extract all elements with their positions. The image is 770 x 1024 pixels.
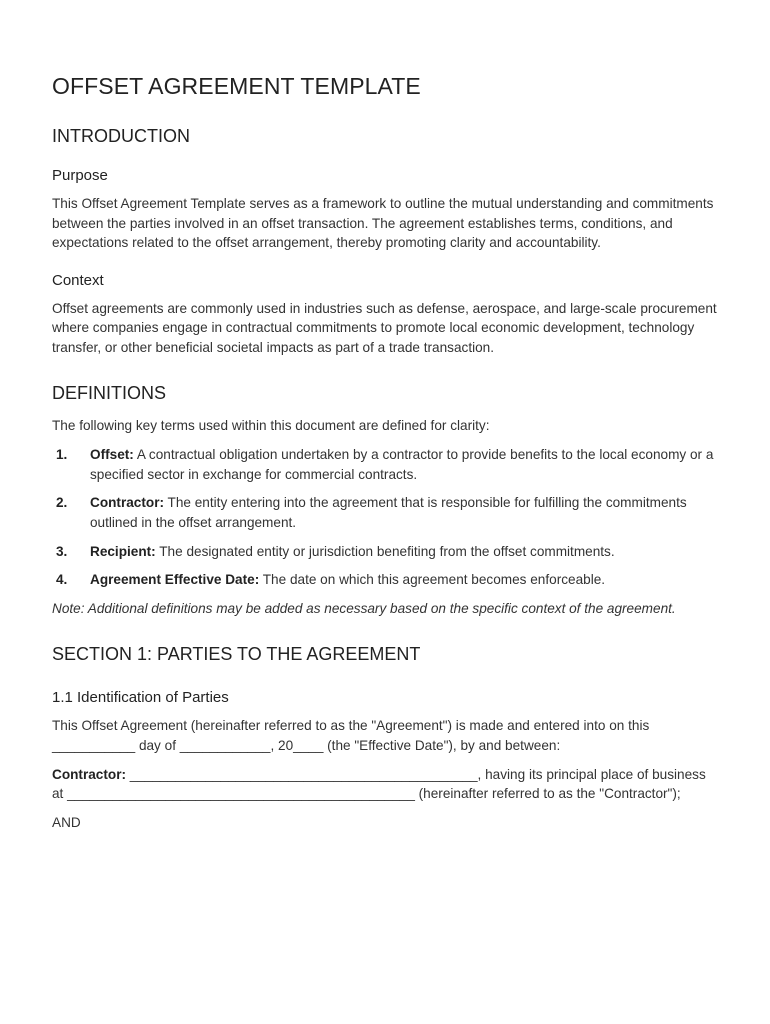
definitions-heading: DEFINITIONS <box>52 382 167 403</box>
list-item <box>52 493 718 532</box>
context-paragraph: Offset agreements are commonly used in industries such as defense, aerospace, and large-scale procurement where companies engage in contractual commitments to promote local economic development, technology transfer, or other beneficial societal impacts as part of a trade transaction. <box>52 300 717 355</box>
contractor-paragraph <box>52 765 718 804</box>
purpose-paragraph: This Offset Agreement Template serves as a framework to outline the mutual understanding and commitments between the parties involved in an offset transaction. The agreement establishes terms, conditions, and expectations related to the offset arrangement, thereby promoting clarity and accountability. <box>52 196 714 251</box>
definitions-note: Note: Additional definitions may be added as necessary based on the specific context of the agreement. <box>52 600 676 616</box>
definition-term: Offset: <box>90 447 134 463</box>
definitions-list <box>52 445 718 590</box>
definition-term: Agreement Effective Date: <box>90 572 260 588</box>
and-text: AND <box>52 814 81 830</box>
identification-heading: 1.1 Identification of Parties <box>52 689 229 707</box>
document-title: OFFSET AGREEMENT TEMPLATE <box>52 73 421 99</box>
context-heading: Context <box>52 271 104 289</box>
section1-heading: SECTION 1: PARTIES TO THE AGREEMENT <box>52 644 421 665</box>
list-item <box>52 445 718 484</box>
list-number: 1. <box>56 447 68 463</box>
introduction-heading: INTRODUCTION <box>52 126 190 146</box>
list-number: 2. <box>56 495 68 511</box>
definition-term: Contractor: <box>90 495 165 511</box>
list-item <box>52 570 718 590</box>
definitions-intro: The following key terms used within this document are defined for clarity: <box>52 417 490 433</box>
contractor-text: ______________________________________________, having its principal place of business at ______________________________________________ (hereinafter referred to as the "Contractor"); <box>52 766 706 802</box>
definition-text: The entity entering into the agreement that is responsible for fulfilling the commitments outlined in the offset arrangement. <box>90 495 687 530</box>
definition-text: The designated entity or jurisdiction benefiting from the offset commitments. <box>155 543 615 559</box>
purpose-heading: Purpose <box>52 167 108 184</box>
contractor-label: Contractor: <box>52 766 127 782</box>
definition-term: Recipient: <box>90 543 156 559</box>
list-item <box>52 542 718 562</box>
identification-paragraph: This Offset Agreement (hereinafter referred to as the "Agreement") is made and entered into on this ___________ day of ____________, 20____ (the "Effective Date"), by and between: <box>52 718 650 753</box>
definition-text: The date on which this agreement becomes enforceable. <box>259 572 606 588</box>
definition-text: A contractual obligation undertaken by a contractor to provide benefits to the local economy or a specified sector in exchange for commercial contracts. <box>90 447 714 482</box>
list-number: 4. <box>56 572 68 588</box>
list-number: 3. <box>56 543 68 559</box>
